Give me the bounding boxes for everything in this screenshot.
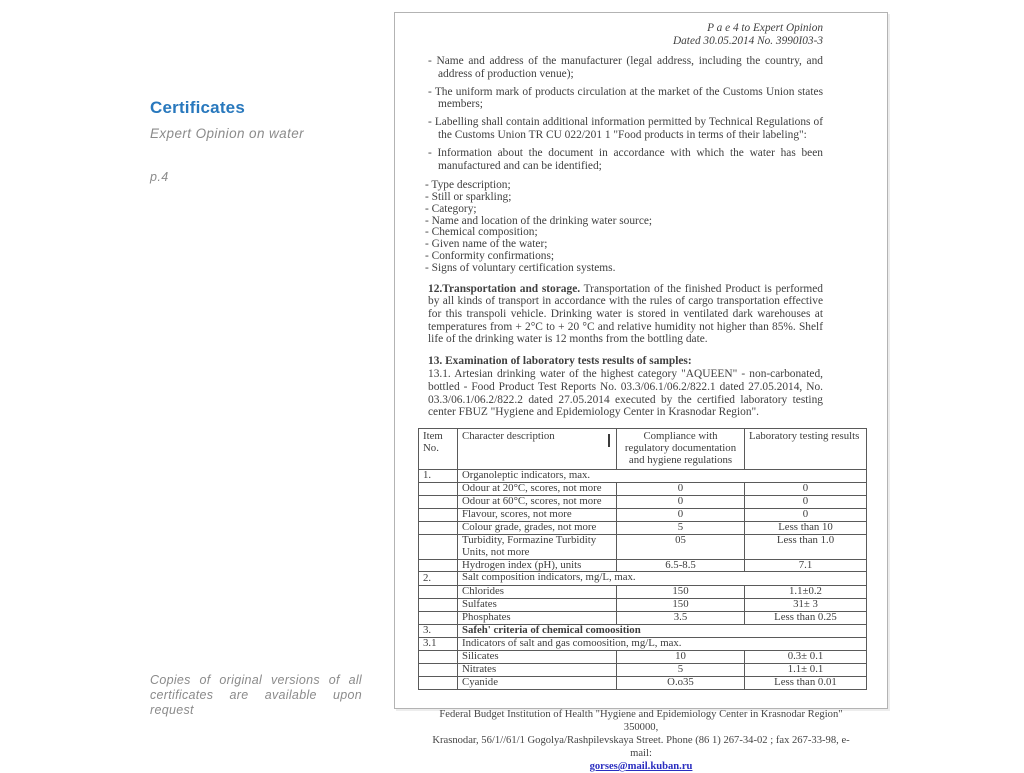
paragraph-13-heading: 13. Examination of laboratory tests results of samples: xyxy=(428,355,692,368)
cell-description: Nitrates xyxy=(458,664,617,677)
cell-item-no xyxy=(419,495,458,508)
email-link[interactable]: gorses@mail.kuban.ru xyxy=(589,761,693,773)
cell-result: 0.3± 0.1 xyxy=(745,651,867,664)
list-item: - Chemical composition; xyxy=(425,226,538,239)
cell-description: Sulfates xyxy=(458,598,617,611)
table-row xyxy=(419,559,867,572)
sidebar-subtitle: Expert Opinion on water xyxy=(150,126,305,141)
list-item: - Type description; xyxy=(425,179,511,192)
cell-result: 31± 3 xyxy=(745,598,867,611)
table-row xyxy=(419,624,867,637)
cell-compliance: 5 xyxy=(617,664,745,677)
cell-compliance: O.o35 xyxy=(617,677,745,690)
cell-item-no xyxy=(419,664,458,677)
cell-item-no: 3. xyxy=(419,624,458,637)
document-header-line1: P a e 4 to Expert Opinion xyxy=(707,22,823,34)
col-header-results: Laboratory testing results xyxy=(745,428,867,469)
footer-line2: Krasnodar, 56/1//61/1 Gogolya/Rashpilevskaya Street. Phone (86 1) 267-34-02 ; fax 267-33-98, e-mail: xyxy=(432,735,850,760)
cell-description: Chlorides xyxy=(458,585,617,598)
sidebar-availability-note: Copies of original versions of all certificates are available upon request xyxy=(150,673,362,717)
table-row xyxy=(419,534,867,559)
table-row xyxy=(419,664,867,677)
cell-item-no xyxy=(419,521,458,534)
cell-item-no xyxy=(419,559,458,572)
labelling-bullet-list xyxy=(428,55,823,172)
cell-item-no xyxy=(419,651,458,664)
paragraph-12-body: Transportation of the finished Product is performed by all kinds of transport in accordance with the rules of cargo transportation effective for this transpoli vehicle. Drinking water is stored in ventilated dark warehouses at temperatures from + 2°C to + 20 °C and relative humidity not higher than 85%. Shelf life of the drinking water is 12 months from the bottling date. xyxy=(428,282,823,346)
cell-category: Safeh' criteria of chemical comoosition xyxy=(458,624,867,637)
cell-item-no xyxy=(419,585,458,598)
cell-result: Less than 10 xyxy=(745,521,867,534)
cell-description: Flavour, scores, not more xyxy=(458,508,617,521)
document-header-line2: Dated 30.05.2014 No. 3990I03-3 xyxy=(673,34,823,47)
cell-result: 1.1± 0.1 xyxy=(745,664,867,677)
table-row xyxy=(419,677,867,690)
list-item: - Information about the document in accordance with which the water has been manufactured and can be identified; xyxy=(428,147,823,172)
cell-result: 0 xyxy=(745,483,867,496)
cell-compliance: 05 xyxy=(617,534,745,559)
cell-compliance: 5 xyxy=(617,521,745,534)
list-item: - Name and address of the manufacturer (legal address, including the country, and address of production venue); xyxy=(428,55,823,80)
document-footer xyxy=(423,708,859,773)
cell-item-no: 2. xyxy=(419,572,458,585)
table-row xyxy=(419,572,867,585)
cell-item-no xyxy=(419,534,458,559)
cell-compliance: 10 xyxy=(617,651,745,664)
table-row xyxy=(419,483,867,496)
cell-compliance: 0 xyxy=(617,483,745,496)
lab-results-table-wrap xyxy=(418,428,864,690)
list-item: - Conformity confirmations; xyxy=(425,250,555,263)
cell-result: 1.1±0.2 xyxy=(745,585,867,598)
table-header-row xyxy=(419,428,867,469)
scan-artifact-mark xyxy=(608,434,610,447)
cell-compliance: 3.5 xyxy=(617,611,745,624)
table-row xyxy=(419,637,867,650)
col-header-item-no: Item No. xyxy=(419,428,458,469)
cell-item-no xyxy=(419,508,458,521)
list-item: - Name and location of the drinking water source; xyxy=(425,214,653,227)
cell-description: Turbidity, Formazine Turbidity Units, not more xyxy=(458,534,617,559)
cell-category: Organoleptic indicators, max. xyxy=(458,469,867,482)
paragraph-13-1-body: 13.1. Artesian drinking water of the highest category "AQUEEN" - non-carbonated, bottled - Food Product Test Reports No. 03.3/06.1/06.2/822.1 dated 27.05.2014, No. 03.3/06.1/06.2/822.2 dated 27.05.2014 executed by the certified laboratory testing center FBUZ "Hygiene and Epidemiology Center in Krasnodar Region". xyxy=(428,368,823,419)
col-header-compliance: Compliance with regulatory documentation and hygiene regulations xyxy=(617,428,745,469)
cell-description: Hydrogen index (pH), units xyxy=(458,559,617,572)
cell-compliance: 6.5-8.5 xyxy=(617,559,745,572)
document-header xyxy=(395,22,823,47)
cell-result: Less than 0.01 xyxy=(745,677,867,690)
cell-compliance: 0 xyxy=(617,495,745,508)
cell-category: Salt composition indicators, mg/L, max. xyxy=(458,572,867,585)
footer-line1: Federal Budget Institution of Health "Hygiene and Epidemiology Center in Krasnodar Region" 350000, xyxy=(439,709,843,734)
table-row xyxy=(419,585,867,598)
sidebar-title: Certificates xyxy=(150,98,245,117)
col-header-description: Character description xyxy=(458,428,617,469)
cell-compliance: 150 xyxy=(617,598,745,611)
table-row xyxy=(419,651,867,664)
cell-item-no: 3.1 xyxy=(419,637,458,650)
lab-results-table xyxy=(418,428,867,690)
cell-description: Silicates xyxy=(458,651,617,664)
table-row xyxy=(419,521,867,534)
table-row xyxy=(419,508,867,521)
cell-description: Phosphates xyxy=(458,611,617,624)
cell-compliance: 0 xyxy=(617,508,745,521)
list-item: - Still or sparkling; xyxy=(425,191,512,204)
cell-description: Odour at 20°C, scores, not more xyxy=(458,483,617,496)
paragraph-12-transportation xyxy=(428,283,823,347)
cell-result: 0 xyxy=(745,508,867,521)
water-type-list xyxy=(425,180,823,274)
cell-description: Cyanide xyxy=(458,677,617,690)
paragraph-12-lead: 12.Transportation and storage. xyxy=(428,282,581,295)
cell-item-no xyxy=(419,483,458,496)
cell-category: Indicators of salt and gas comoosition, mg/L, max. xyxy=(458,637,867,650)
cell-result: 7.1 xyxy=(745,559,867,572)
list-item: - Given name of the water; xyxy=(425,238,548,251)
list-item: - Category; xyxy=(425,202,477,215)
list-item: - Signs of voluntary certification systems. xyxy=(425,261,616,274)
cell-result: Less than 1.0 xyxy=(745,534,867,559)
list-item: - Labelling shall contain additional information permitted by Technical Regulations of the Customs Union TR CU 022/201 1 "Food products in terms of their labeling": xyxy=(428,116,823,141)
cell-item-no xyxy=(419,677,458,690)
table-row xyxy=(419,469,867,482)
cell-result: 0 xyxy=(745,495,867,508)
scanned-document-page xyxy=(394,12,888,773)
cell-item-no: 1. xyxy=(419,469,458,482)
list-item: - The uniform mark of products circulation at the market of the Customs Union states members; xyxy=(428,85,823,111)
table-row xyxy=(419,495,867,508)
cell-compliance: 150 xyxy=(617,585,745,598)
cell-description: Odour at 60°C, scores, not more xyxy=(458,495,617,508)
cell-item-no xyxy=(419,598,458,611)
cell-result: Less than 0.25 xyxy=(745,611,867,624)
table-row xyxy=(419,598,867,611)
cell-item-no xyxy=(419,611,458,624)
cell-description: Colour grade, grades, not more xyxy=(458,521,617,534)
table-row xyxy=(419,611,867,624)
page-reference: p.4 xyxy=(150,170,169,184)
